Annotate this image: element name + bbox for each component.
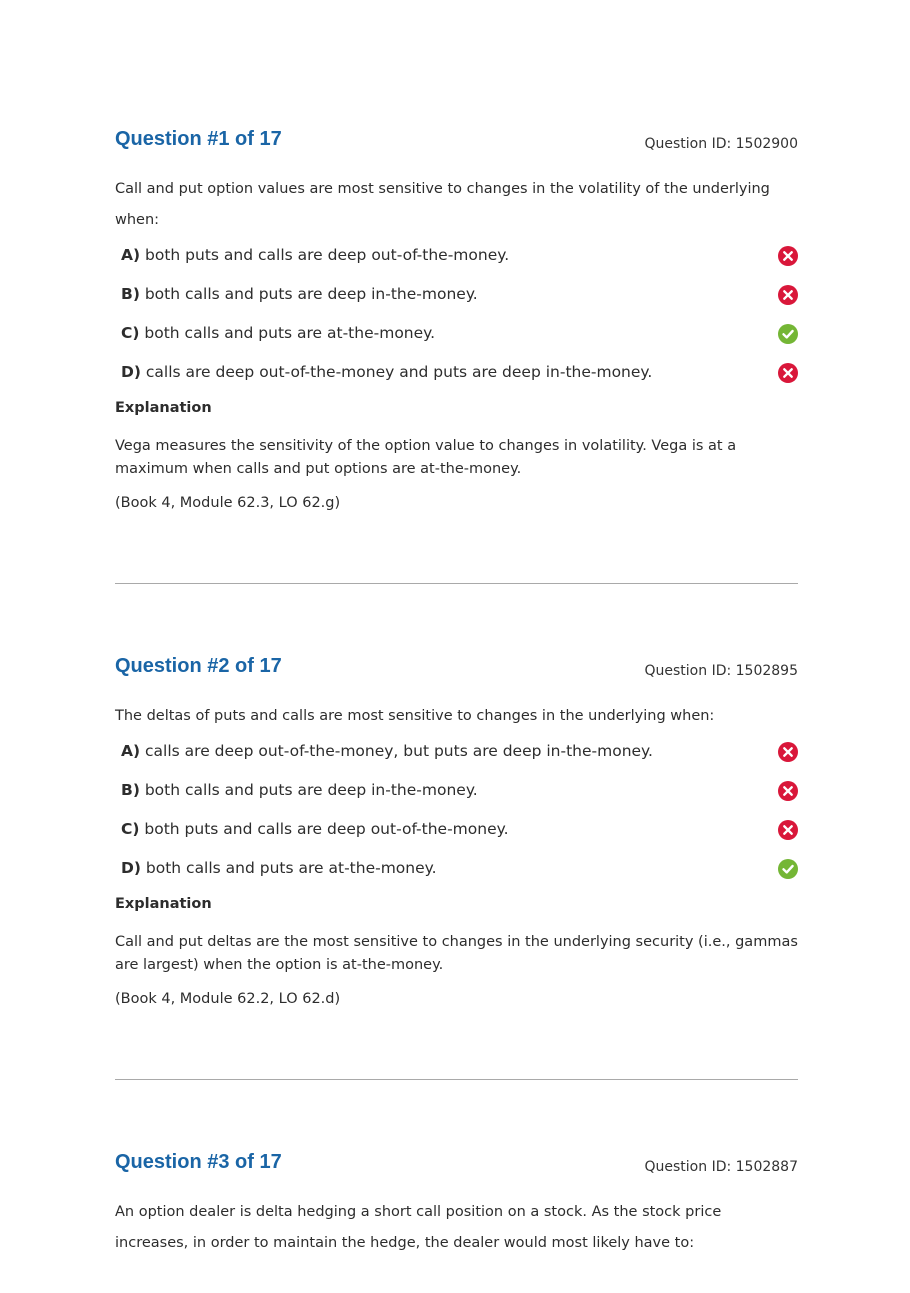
answer-text: both calls and puts are deep in-the-money.	[144, 285, 478, 303]
check-circle-icon	[778, 859, 798, 879]
answer-text: both calls and puts are deep in-the-money.	[144, 781, 478, 799]
question-id: Question ID: 1502900	[644, 136, 798, 152]
divider	[115, 1079, 798, 1080]
answer-b	[115, 282, 798, 321]
x-circle-icon	[778, 363, 798, 383]
x-circle-icon	[778, 285, 798, 305]
check-circle-icon	[778, 324, 798, 344]
answer-letter: D)	[121, 363, 141, 381]
answer-letter: C)	[121, 324, 140, 342]
answer-c	[115, 321, 798, 360]
question-1	[115, 127, 798, 513]
explanation-text: Vega measures the sensitivity of the option value to changes in volatility. Vega is at a maximum when calls and put options are at-the-money.	[115, 438, 737, 477]
answer-letter: B)	[121, 781, 140, 799]
answer-text: both calls and puts are at-the-money.	[145, 859, 437, 877]
answer-letter: C)	[121, 820, 140, 838]
divider	[115, 583, 798, 584]
question-title: Question #3 of 17	[115, 1151, 282, 1173]
answer-letter: D)	[121, 859, 141, 877]
question-header	[115, 1150, 798, 1184]
x-circle-icon	[778, 742, 798, 762]
question-3	[115, 1150, 798, 1259]
question-2	[115, 654, 798, 1009]
question-id: Question ID: 1502887	[644, 1159, 798, 1175]
question-title: Question #1 of 17	[115, 128, 282, 150]
answer-d	[115, 360, 798, 399]
explanation-text: Call and put deltas are the most sensitive to changes in the underlying security (i.e., gammas are largest) when the option is at-the-money.	[115, 934, 798, 973]
answer-b	[115, 778, 798, 817]
question-stem: An option dealer is delta hedging a short call position on a stock. As the stock price increases, in order to maintain the hedge, the dealer would most likely have to:	[115, 1204, 722, 1251]
answer-c	[115, 817, 798, 856]
answer-d	[115, 856, 798, 895]
answer-a	[115, 243, 798, 282]
answer-letter: B)	[121, 285, 140, 303]
x-circle-icon	[778, 781, 798, 801]
answer-text: calls are deep out-of-the-money and puts are deep in-the-money.	[145, 363, 653, 381]
answer-list	[115, 739, 798, 895]
question-title: Question #2 of 17	[115, 655, 282, 677]
explanation-heading: Explanation	[115, 400, 212, 416]
answer-list	[115, 243, 798, 399]
answer-letter: A)	[121, 246, 141, 264]
answer-text: both calls and puts are at-the-money.	[144, 324, 436, 342]
answer-text: calls are deep out-of-the-money, but puts are deep in-the-money.	[145, 742, 653, 760]
answer-a	[115, 739, 798, 778]
answer-text: both puts and calls are deep out-of-the-money.	[145, 246, 510, 264]
reference: (Book 4, Module 62.2, LO 62.d)	[115, 991, 341, 1007]
question-id: Question ID: 1502895	[644, 663, 798, 679]
question-stem: The deltas of puts and calls are most sensitive to changes in the underlying when:	[115, 708, 715, 724]
question-header	[115, 654, 798, 688]
reference: (Book 4, Module 62.3, LO 62.g)	[115, 495, 341, 511]
x-circle-icon	[778, 820, 798, 840]
answer-letter: A)	[121, 742, 141, 760]
question-header	[115, 127, 798, 161]
x-circle-icon	[778, 246, 798, 266]
question-stem: Call and put option values are most sensitive to changes in the volatility of the underlying when:	[115, 181, 770, 228]
explanation-heading: Explanation	[115, 896, 212, 912]
answer-text: both puts and calls are deep out-of-the-money.	[144, 820, 509, 838]
